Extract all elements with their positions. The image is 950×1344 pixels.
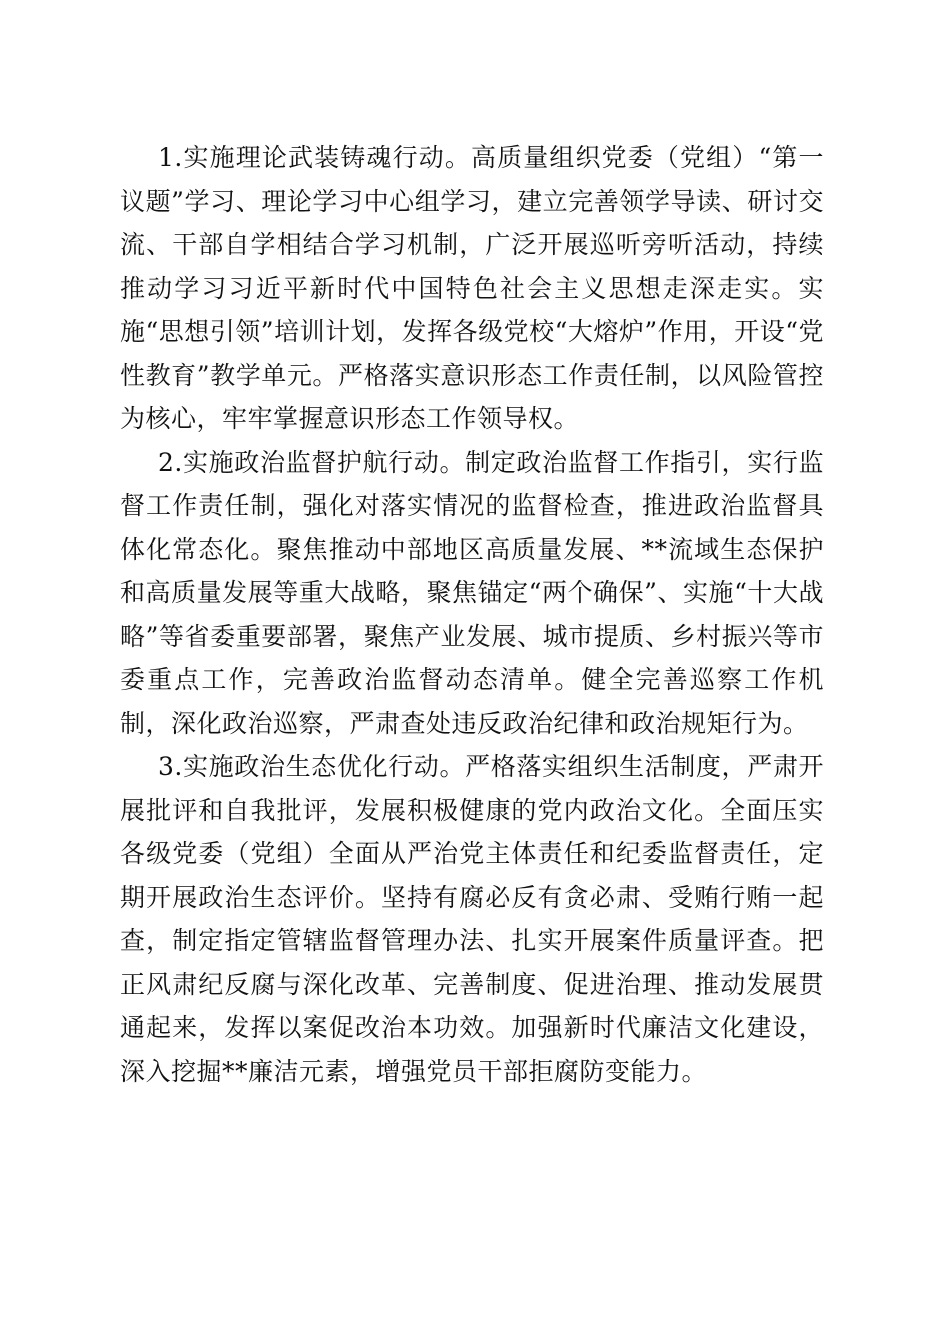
paragraph-3-number: 3. [158, 752, 183, 781]
paragraph-1-number: 1. [158, 143, 183, 172]
paragraph-3-text: 实施政治生态优化行动。严格落实组织生活制度，严肃开展批评和自我批评，发展积极健康的党内政治文化。全面压实各级党委（党组）全面从严治党主体责任和纪委监督责任，定期开展政治生态评价。坚持有腐必反有贪必肃、受贿行贿一起查，制定指定管辖监督管理办法、扎实开展案件质量评查。把正风肃纪反腐与深化改革、完善制度、促进治理、推动发展贯通起来，发挥以案促改治本功效。加强新时代廉洁文化建设，深入挖掘**廉洁元素，增强党员干部拒腐防变能力。 [120, 752, 824, 1086]
paragraph-1 [120, 136, 824, 441]
paragraph-2-text: 实施政治监督护航行动。制定政治监督工作指引，实行监督工作责任制，强化对落实情况的监督检查，推进政治监督具体化常态化。聚焦推动中部地区高质量发展、**流域生态保护和高质量发展等重大战略，聚焦锚定“两个确保”、实施“十大战略”等省委重要部署，聚焦产业发展、城市提质、乡村振兴等市委重点工作，完善政治监督动态清单。健全完善巡察工作机制，深化政治巡察，严肃查处违反政治纪律和政治规矩行为。 [120, 447, 824, 738]
paragraph-3 [120, 745, 824, 1093]
paragraph-2-number: 2. [158, 447, 183, 477]
document-body [120, 136, 824, 1093]
paragraph-1-text: 实施理论武装铸魂行动。高质量组织党委（党组）“第一议题”学习、理论学习中心组学习，建立完善领学导读、研讨交流、干部自学相结合学习机制，广泛开展巡听旁听活动，持续推动学习习近平新时代中国特色社会主义思想走深走实。实施“思想引领”培训计划，发挥各级党校“大熔炉”作用，开设“党性教育”教学单元。严格落实意识形态工作责任制，以风险管控为核心，牢牢掌握意识形态工作领导权。 [120, 143, 824, 433]
paragraph-2 [120, 441, 824, 746]
